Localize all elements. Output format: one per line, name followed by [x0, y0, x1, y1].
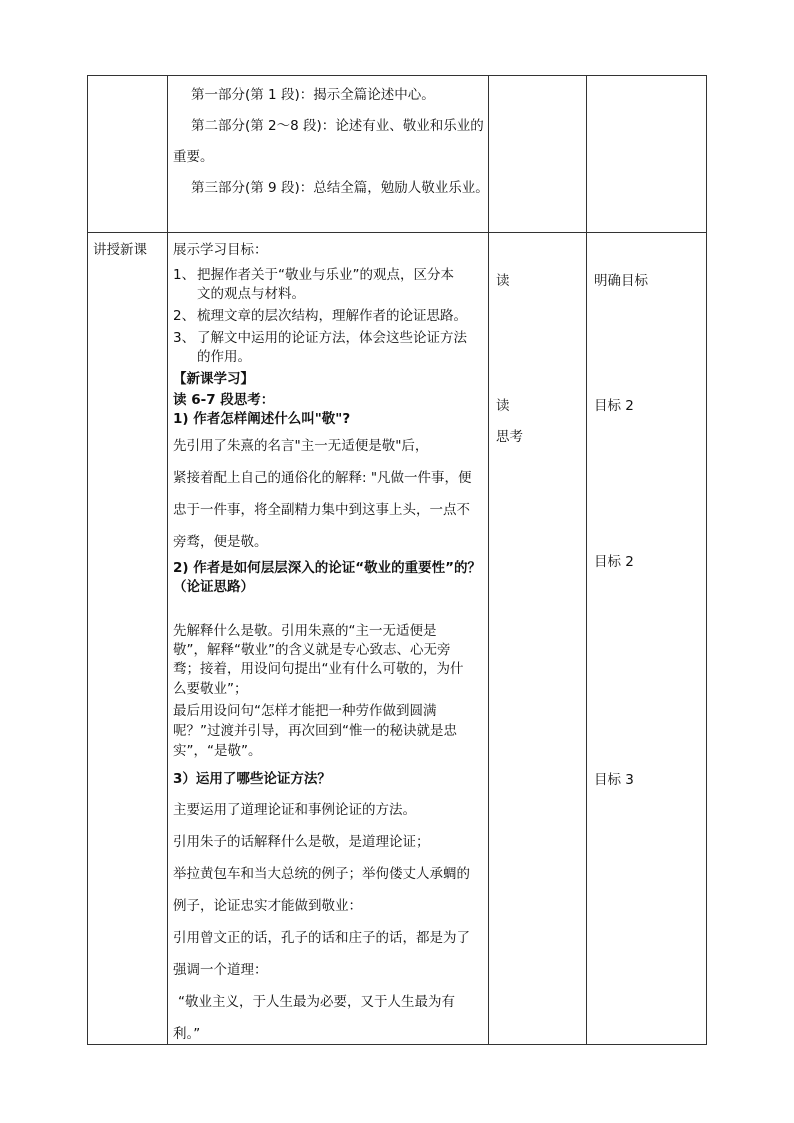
read-prompt: 读 6-7 段思考： [173, 392, 275, 408]
answer-2-line: 呢？”过渡并引导，再次回到“惟一的秘诀就是忠 [173, 723, 457, 739]
question-2: 2) 作者是如何层层深入的论证“敬业的重要性”的？ [173, 560, 482, 576]
objective-1-number: 1、 [173, 267, 196, 283]
part-one-line: 第一部分(第 1 段)：揭示全篇论述中心。 [191, 87, 435, 103]
question-3: 3）运用了哪些论证方法？ [173, 771, 331, 787]
answer-2-line: 敬”，解释“敬业”的含义就是专心致志、心无旁 [173, 642, 451, 658]
student-activity-read: 读 [496, 273, 510, 289]
objective-2-text: 梳理文章的层次结构，理解作者的论证思路。 [197, 308, 467, 324]
answer-3-line: 主要运用了道理论证和事例论证的方法。 [173, 802, 416, 818]
answer-3-line: 引用朱子的话解释什么是敬，是道理论证； [173, 834, 430, 850]
objective-3-number: 3、 [173, 330, 196, 346]
answer-3-line: 利。” [173, 1026, 201, 1042]
question-2-note: （论证思路） [173, 579, 254, 595]
answer-1-line: 忠于一件事，将全副精力集中到这事上头，一点不 [173, 502, 470, 518]
column-divider-3 [586, 75, 587, 1045]
objective-3-text: 了解文中运用的论证方法，体会这些论证方法 [197, 330, 467, 346]
student-activity-think: 思考 [496, 429, 523, 445]
answer-2-line: 最后用设问句“怎样才能把一种劳作做到圆满 [173, 703, 437, 719]
part-two-line-cont: 重要。 [173, 149, 214, 165]
answer-3-line: 强调一个道理： [173, 962, 268, 978]
goal-label: 目标 2 [594, 554, 634, 570]
goal-label: 目标 3 [594, 772, 634, 788]
column-divider-2 [488, 75, 489, 1045]
objective-3-text-cont: 的作用。 [197, 349, 251, 365]
answer-3-line: 举拉黄包车和当大总统的例子；举佝偻丈人承蜩的 [173, 866, 470, 882]
answer-3-line: 例子，论证忠实才能做到敬业： [173, 898, 362, 914]
objectives-title: 展示学习目标： [173, 242, 268, 258]
goal-label: 明确目标 [594, 273, 648, 289]
answer-2-line: 实”，“是敬”。 [173, 743, 262, 759]
answer-2-line: 骛；接着，用设问句提出“业有什么可敬的，为什 [173, 661, 464, 677]
answer-1-line: 紧接着配上自己的通俗化的解释: "凡做一件事，便 [173, 470, 472, 486]
question-1: 1) 作者怎样阐述什么叫"敬"? [173, 411, 351, 427]
table-left-border [87, 75, 88, 1045]
answer-1-line: 先引用了朱熹的名言"主一无适便是敬"后， [173, 438, 429, 454]
part-two-line: 第二部分(第 2～8 段)：论述有业、敬业和乐业的 [191, 118, 484, 134]
table-right-border [706, 75, 707, 1045]
new-lesson-heading: 【新课学习】 [173, 371, 254, 387]
table-bottom-border [87, 1044, 707, 1045]
column-divider-1 [167, 75, 168, 1045]
answer-2-line: 么要敬业”； [173, 681, 248, 697]
answer-1-line: 旁骛，便是敬。 [173, 534, 268, 550]
objective-1-text-cont: 文的观点与材料。 [197, 286, 305, 302]
objective-2-number: 2、 [173, 308, 196, 324]
answer-3-line: “敬业主义，于人生最为必要，又于人生最为有 [178, 994, 455, 1010]
table-top-border [87, 75, 707, 76]
answer-2-line: 先解释什么是敬。引用朱熹的“主一无适便是 [173, 623, 437, 639]
answer-3-line: 引用曾文正的话，孔子的话和庄子的话，都是为了 [173, 930, 470, 946]
student-activity-read: 读 [496, 398, 510, 414]
objective-1-text: 把握作者关于“敬业与乐业”的观点，区分本 [197, 267, 454, 283]
goal-label: 目标 2 [594, 398, 634, 414]
part-three-line: 第三部分(第 9 段)：总结全篇，勉励人敬业乐业。 [191, 180, 489, 196]
section-label: 讲授新课 [93, 242, 147, 258]
row-divider [87, 232, 707, 233]
